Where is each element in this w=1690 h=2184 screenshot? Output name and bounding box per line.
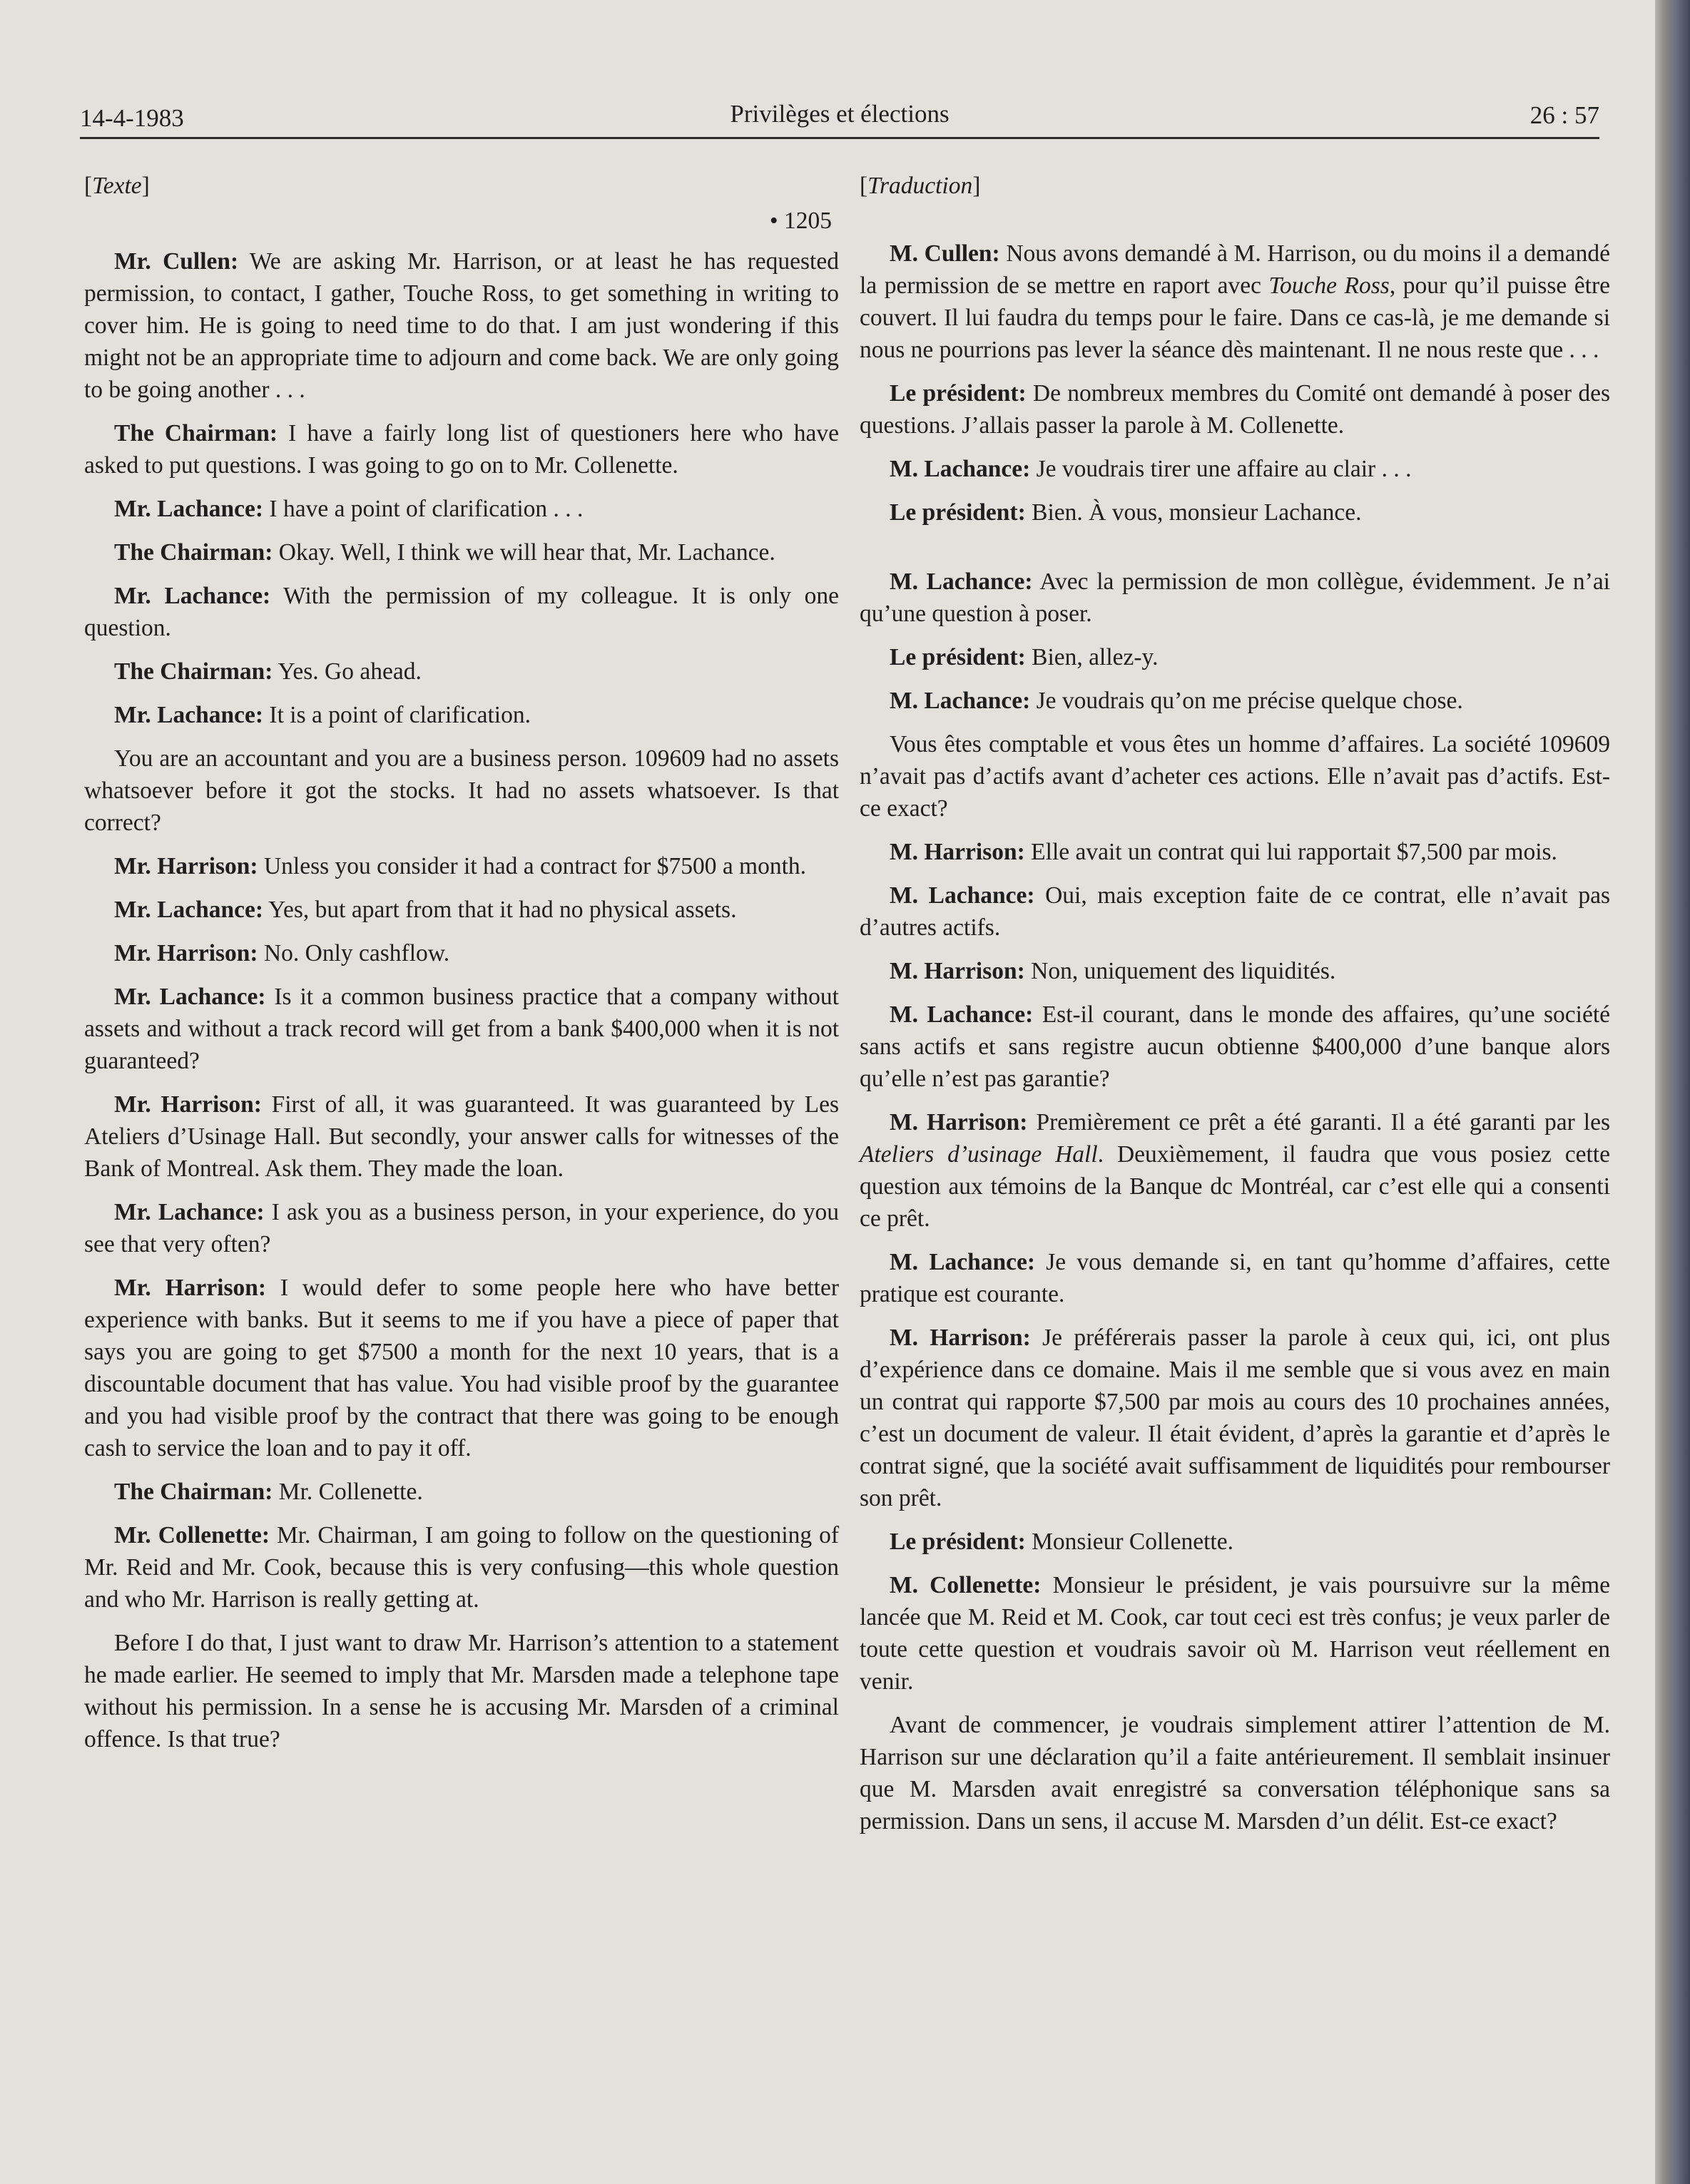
speaker-name: M. Collenette:	[890, 1572, 1042, 1598]
paragraph	[860, 566, 1610, 630]
paragraph	[860, 453, 1610, 485]
speech-text: With the permission of my colleague. It is only one question.	[84, 583, 839, 641]
speaker-name: M. Harrison:	[890, 958, 1025, 984]
paragraph	[860, 728, 1610, 825]
section-tag: [Traduction]	[860, 173, 981, 199]
paragraph	[84, 699, 839, 731]
time-marker: • 1205	[769, 208, 832, 234]
speaker-name: M. Lachance:	[890, 1249, 1036, 1275]
paragraph	[84, 655, 839, 688]
speaker-name: M. Cullen:	[890, 240, 1000, 267]
speech-text: Monsieur le président, je vais poursuivre sur la même lancée que M. Reid et M. Cook, car tout ceci est très confus; je veux parler de toute cette question et voudrais savoir où M. Harrison veut réellement en venir.	[860, 1572, 1610, 1695]
paragraph	[860, 999, 1610, 1095]
speech-text-cont: . Deuxièmement, il faudra que vous posiez cette question aux témoins de la Banque dc Montréal, car c’est elle qui a consenti ce prêt.	[860, 1141, 1610, 1232]
speech-text: Premièrement ce prêt a été garanti. Il a été garanti par les	[1027, 1109, 1610, 1136]
speech-italic: Touche Ross	[1268, 272, 1390, 299]
speaker-name: The Chairman:	[114, 658, 273, 685]
spacer	[860, 540, 1610, 566]
speech-text: Non, uniquement des liquidités.	[1024, 958, 1336, 984]
speech-text: Unless you consider it had a contract for $7500 a month.	[258, 853, 807, 879]
speech-text: No. Only cashflow.	[258, 940, 450, 966]
speaker-name: M. Lachance:	[890, 568, 1033, 595]
paragraph	[84, 1476, 839, 1508]
speech-text: Before I do that, I just want to draw Mr. Harrison’s attention to a statement he made earlier. He seemed to imply that Mr. Marsden made a telephone tape without his permission. In a sense he is accusing Mr. Marsden of a criminal offence. Is that true?	[84, 1630, 839, 1752]
paragraph	[860, 879, 1610, 944]
english-column	[84, 170, 839, 1767]
speech-text: Yes. Go ahead.	[273, 658, 422, 685]
paragraph	[84, 981, 839, 1077]
speaker-name: Mr. Lachance:	[114, 702, 264, 728]
speaker-name: Mr. Harrison:	[114, 1091, 262, 1118]
speech-text: You are an accountant and you are a business person. 109609 had no assets whatsoever before it got the stocks. It had no assets whatsoever. Is that correct?	[84, 745, 839, 836]
speaker-name: M. Harrison:	[890, 1325, 1031, 1351]
speaker-name: Le président:	[890, 1529, 1026, 1555]
speaker-name: Mr. Lachance:	[114, 984, 266, 1010]
speaker-name: M. Lachance:	[890, 456, 1031, 482]
paragraph	[84, 1627, 839, 1755]
paragraph	[860, 377, 1610, 442]
paragraph	[84, 417, 839, 481]
speaker-name: Mr. Collenette:	[114, 1522, 270, 1548]
paragraph	[84, 1519, 839, 1616]
speech-text-cont: , pour qu’il puisse être couvert. Il lui faudra du temps pour le faire. Dans ce cas-là, je me demande si nous ne pourrions pas lever la séance dès maintenant. Il ne nous reste que . . .	[860, 272, 1610, 363]
speaker-name: M. Harrison:	[890, 1109, 1028, 1136]
speaker-name: The Chairman:	[114, 1479, 273, 1505]
speaker-name: The Chairman:	[114, 539, 273, 566]
speaker-name: Mr. Lachance:	[114, 1199, 265, 1225]
speech-text: Je préférerais passer la parole à ceux qui, ici, ont plus d’expérience dans ce domaine. Mais il me semble que si vous avez en main un contrat qui rapporte $7,500 par mois au cours des 10 prochaines années, c’est un document de valeur. Il était évident, d’après la garantie et d’après le contrat signé, que la société avait suffisamment de liquidités pour rembourser son prêt.	[860, 1325, 1610, 1511]
speech-text: First of all, it was guaranteed. It was guaranteed by Les Ateliers d’Usinage Hall. But secondly, your answer calls for witnesses of the Bank of Montreal. Ask them. They made the loan.	[84, 1091, 839, 1182]
speech-text: Bien. À vous, monsieur Lachance.	[1025, 499, 1362, 526]
speaker-name: Mr. Lachance:	[114, 897, 264, 923]
speech-text: Mr. Chairman, I am going to follow on the questioning of Mr. Reid and Mr. Cook, because this is very confusing—this whole question and who Mr. Harrison is really getting at.	[84, 1522, 839, 1613]
speaker-name: Le président:	[890, 644, 1026, 670]
paragraph	[84, 850, 839, 882]
header-title: Privilèges et élections	[730, 100, 950, 128]
speech-text: De nombreux membres du Comité ont demandé à poser des questions. J’allais passer la parole à M. Collenette.	[860, 380, 1610, 439]
paragraph	[860, 1709, 1610, 1837]
speech-text: Mr. Collenette.	[273, 1479, 423, 1505]
section-tag: [Texte]	[84, 173, 150, 199]
speaker-name: Mr. Lachance:	[114, 496, 264, 522]
speaker-name: Mr. Lachance:	[114, 583, 271, 609]
speech-text: Je voudrais tirer une affaire au clair . . .	[1030, 456, 1412, 482]
speaker-name: Le président:	[890, 380, 1027, 407]
speaker-name: The Chairman:	[114, 420, 278, 447]
page-header	[80, 97, 1599, 139]
paragraph	[860, 1322, 1610, 1514]
speaker-name: Mr. Harrison:	[114, 1275, 267, 1301]
paragraph	[84, 1196, 839, 1260]
speech-italic: Ateliers d’usinage Hall	[860, 1141, 1098, 1168]
speaker-name: M. Lachance:	[890, 882, 1035, 909]
paragraph	[84, 1272, 839, 1464]
paragraph	[84, 536, 839, 568]
paragraph	[84, 245, 839, 406]
speaker-name: Mr. Harrison:	[114, 853, 258, 879]
paragraph	[860, 1569, 1610, 1698]
speech-text: Je voudrais qu’on me précise quelque chose.	[1030, 688, 1463, 714]
speech-text: I ask you as a business person, in your experience, do you see that very often?	[84, 1199, 839, 1257]
speech-text: I have a point of clarification . . .	[263, 496, 584, 522]
speaker-name: Mr. Cullen:	[114, 248, 239, 275]
paragraph	[84, 743, 839, 839]
speaker-name: Mr. Harrison:	[114, 940, 258, 966]
paragraph	[860, 1526, 1610, 1558]
paragraph	[84, 580, 839, 644]
paragraph	[860, 955, 1610, 987]
header-page-number: 26 : 57	[1529, 101, 1599, 129]
speech-text: Elle avait un contrat qui lui rapportait $7,500 par mois.	[1024, 839, 1557, 865]
paragraph	[860, 1106, 1610, 1235]
speaker-name: Le président:	[890, 499, 1026, 526]
speech-text: Oui, mais exception faite de ce contrat, elle n’avait pas d’autres actifs.	[860, 882, 1610, 941]
header-date: 14-4-1983	[80, 104, 184, 132]
paragraph	[84, 937, 839, 969]
paragraph	[860, 641, 1610, 673]
speech-text: Avant de commencer, je voudrais simplement attirer l’attention de M. Harrison sur une déclaration qu’il a faite antérieurement. Il semblait insinuer que M. Marsden avait enregistré sa conversation téléphonique sans sa permission. Dans un sens, il accuse M. Marsden d’un délit. Est-ce exact?	[860, 1712, 1610, 1835]
speech-text: Okay. Well, I think we will hear that, Mr. Lachance.	[273, 539, 775, 566]
speech-text: Avec la permission de mon collègue, évidemment. Je n’ai qu’une question à poser.	[860, 568, 1610, 627]
paragraph	[860, 685, 1610, 717]
paragraph	[84, 493, 839, 525]
speech-text: Vous êtes comptable et vous êtes un homme d’affaires. La société 109609 n’avait pas d’actifs avant d’acheter ces actions. Elle n’avait pas d’actifs. Est-ce exact?	[860, 731, 1610, 822]
speech-text: Nous avons demandé à M. Harrison, ou du moins il a demandé la permission de se mettre en raport avec	[860, 240, 1610, 299]
page-binding-edge	[1655, 0, 1690, 2184]
speech-text: Je vous demande si, en tant qu’homme d’affaires, cette pratique est courante.	[860, 1249, 1610, 1307]
speech-text: It is a point of clarification.	[263, 702, 531, 728]
paragraph	[860, 238, 1610, 366]
speech-text: I would defer to some people here who have better experience with banks. But it seems to me if you have a piece of paper that says you are going to get $7500 a month for the next 10 years, that is a discountable document that has value. You had visible proof by the guarantee and you had visible proof by the contract that there was going to be enough cash to service the loan and to pay it off.	[84, 1275, 840, 1461]
paragraph	[84, 1088, 839, 1185]
french-column	[860, 170, 1610, 1849]
speech-text: Yes, but apart from that it had no physical assets.	[263, 897, 737, 923]
paragraph	[860, 836, 1610, 868]
paragraph	[860, 496, 1610, 529]
speaker-name: M. Lachance:	[890, 688, 1031, 714]
speaker-name: M. Lachance:	[890, 1001, 1034, 1028]
speech-text: Monsieur Collenette.	[1025, 1529, 1233, 1555]
speech-text: We are asking Mr. Harrison, or at least he has requested permission, to contact, I gather, Touche Ross, to get something in writing to cover him. He is going to need time to do that. I am just wondering if this might not be an appropriate time to adjourn and come back. We are only going to be going another . . .	[84, 248, 839, 403]
speech-text: Est-il courant, dans le monde des affaires, qu’une société sans actifs et sans registre aucun obtienne $400,000 d’une banque alors qu’elle n’est pas garantie?	[860, 1001, 1610, 1092]
paragraph	[84, 894, 839, 926]
speech-text: I have a fairly long list of questioners here who have asked to put questions. I was going to go on to Mr. Collenette.	[84, 420, 839, 479]
speaker-name: M. Harrison:	[890, 839, 1025, 865]
spacer	[860, 205, 1610, 238]
speech-text: Bien, allez-y.	[1025, 644, 1159, 670]
speech-text: Is it a common business practice that a company without assets and without a track record will get from a bank $400,000 when it is not guaranteed?	[84, 984, 839, 1074]
paragraph	[860, 1246, 1610, 1310]
